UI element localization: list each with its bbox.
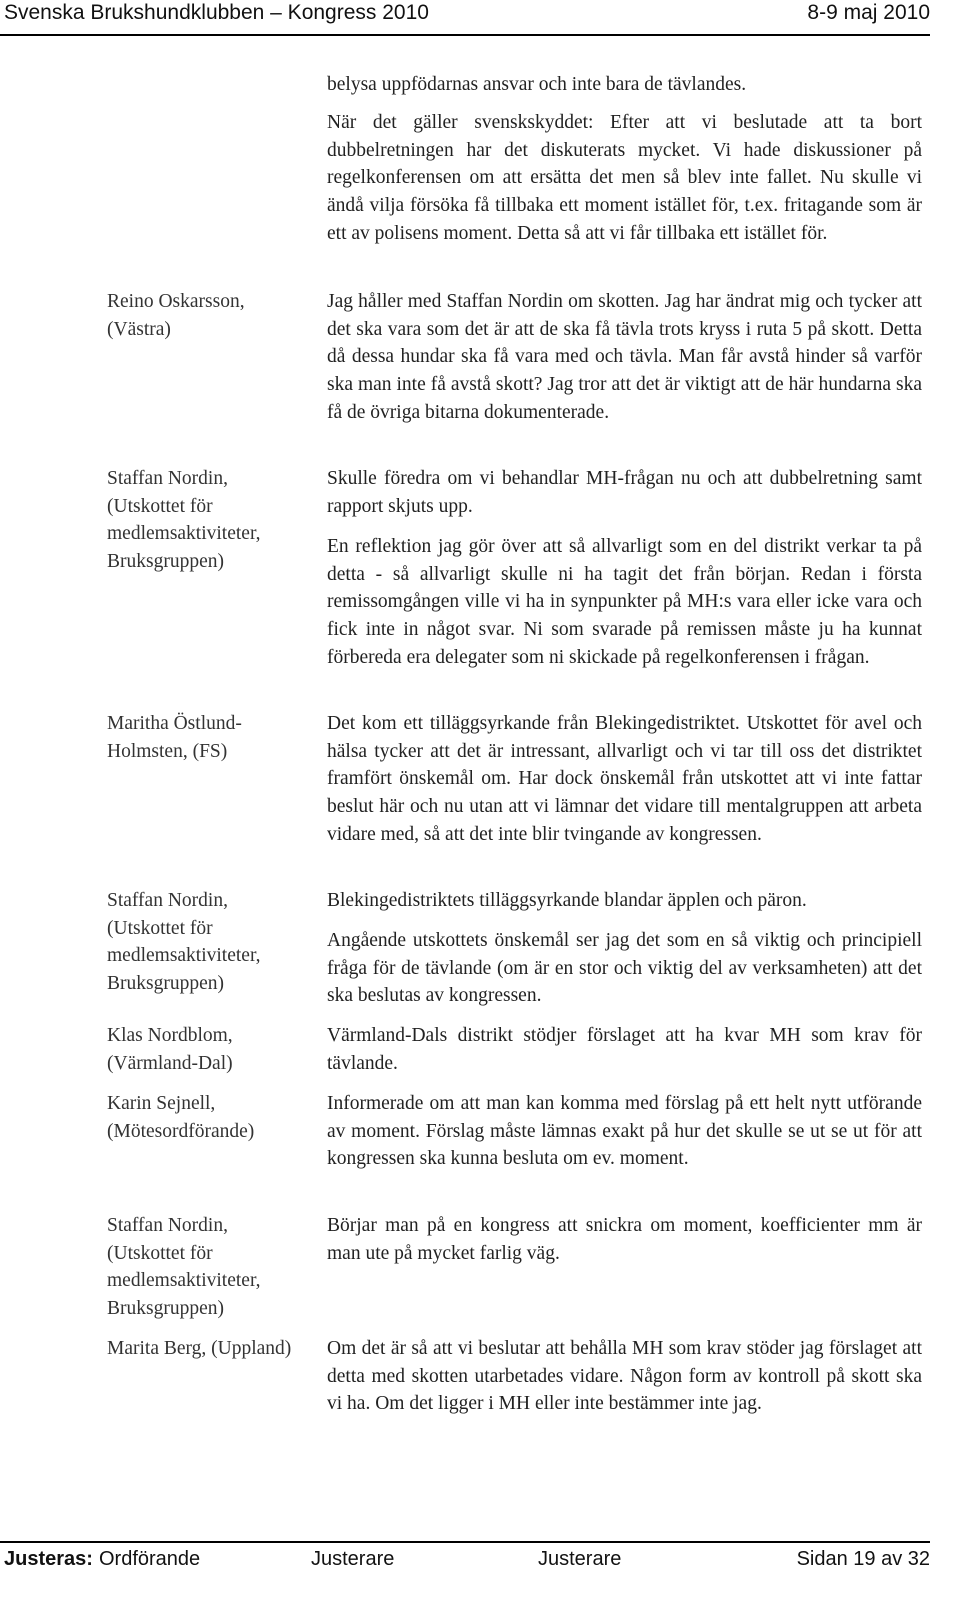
statement-paragraph: Det kom ett tilläggsyrkande från Blekingedistriktet. Utskottet för avel och hälsa tycker att det är intressant, allvarligt och vi tar till oss det distriktet framfört önskemål om. Har dock önskemål från utskottet att vi inte fattar beslut här och nu utan att vi lämnar det vidare till mentalgruppen att arbeta vidare med, så att det inte blir tvingande av kongressen. (327, 713, 922, 845)
intro-paragraph-2: När det gäller svenskskyddet: Efter att vi beslutade att ta bort dubbelretningen har det diskuterats mycket. Vi hade diskussioner på regelkonferensen om att ersätta det men så blev inte fallet. Nu skulle vi ändå vilja försöka få tillbaka ett moment istället för, t.ex. fritagande som är ett av polisens moment. Detta så att vi får tillbaka ett istället för. (327, 112, 922, 244)
footer-role-adjuster-2: Justerare (538, 1548, 622, 1570)
speaker-name: Staffan Nordin, (Utskottet för medlemsaktiviteter, Bruksgruppen) (107, 1215, 261, 1320)
statement-paragraph: En reflektion jag gör över att så allvarligt som en del distrikt verkar ta på detta - så allvarligt skulle ni ha tagit det från början. Redan i första remissomgången ville vi ha in synpunkter på MH:s vara eller icke vara och fick inte in något svar. Ni som svarade på remissen måste ju ha kunnat förbereda era delegater som ni skickade på regelkonferensen i frågan. (327, 536, 922, 668)
speaker-name: Maritha Östlund-Holmsten, (FS) (107, 713, 242, 762)
statement-paragraph: Blekingedistriktets tilläggsyrkande blandar äpplen och päron. (327, 890, 807, 911)
speaker-name: Staffan Nordin, (Utskottet för medlemsaktiviteter, Bruksgruppen) (107, 468, 261, 573)
statement-paragraph: Angående utskottets önskemål ser jag det som en så viktig och principiell fråga för de tävlande (om är en stor och viktig del av verksamheten) att det ska beslutas av kongressen. (327, 930, 922, 1007)
speaker-name: Reino Oskarsson, (Västra) (107, 291, 245, 340)
footer-role-chair: Ordförande (99, 1548, 201, 1570)
statement-paragraph: Informerade om att man kan komma med förslag på ett helt nytt utförande av moment. Förslag måste lämnas exakt på hur det skulle se ut se ut för att kongressen ska kunna besluta om ev. moment. (327, 1093, 922, 1170)
document-date: 8-9 maj 2010 (807, 1, 930, 24)
statement-paragraph: Värmland-Dals distrikt stödjer förslaget att ha kvar MH som krav för tävlande. (327, 1025, 922, 1074)
page-footer (4, 1546, 930, 1572)
footer-label: Justeras: (4, 1548, 93, 1570)
header-rule (0, 34, 930, 36)
page-header (4, 0, 930, 26)
statement-paragraph: Jag håller med Staffan Nordin om skotten. Jag har ändrat mig och tycker att det ska vara som det är att de ska få tävla trots kryss i ruta 5 på skott. Detta då dessa hundar ska få vara med och tävla. Man får avstå hinder så varför ska man inte få avstå skott? Jag tror att det är viktigt att de här hundarna ska få de övriga bitarna dokumenterade. (327, 291, 922, 423)
document-title: Svenska Brukshundklubben – Kongress 2010 (4, 1, 429, 24)
speaker-name: Klas Nordblom, (Värmland-Dal) (107, 1025, 233, 1074)
statement-paragraph: Skulle föredra om vi behandlar MH-frågan nu och att dubbelretning samt rapport skjuts upp. (327, 468, 922, 517)
statement-paragraph: Om det är så att vi beslutar att behålla MH som krav stöder jag förslaget att detta med skotten utarbetades vidare. Någon form av kontroll på skott ska vi ha. Om det ligger i MH eller inte bestämmer inte jag. (327, 1338, 922, 1415)
speaker-name: Karin Sejnell, (Mötesordförande) (107, 1093, 255, 1142)
footer-role-adjuster-1: Justerare (311, 1548, 395, 1570)
speaker-name: Marita Berg, (Uppland) (107, 1338, 292, 1359)
intro-paragraph-1: belysa uppfödarnas ansvar och inte bara de tävlandes. (327, 74, 747, 95)
footer-rule (0, 1541, 930, 1543)
speaker-name: Staffan Nordin, (Utskottet för medlemsaktiviteter, Bruksgruppen) (107, 890, 261, 995)
page-number: Sidan 19 av 32 (796, 1548, 930, 1570)
statement-paragraph: Börjar man på en kongress att snickra om moment, koefficienter mm är man ute på mycket farlig väg. (327, 1215, 922, 1264)
